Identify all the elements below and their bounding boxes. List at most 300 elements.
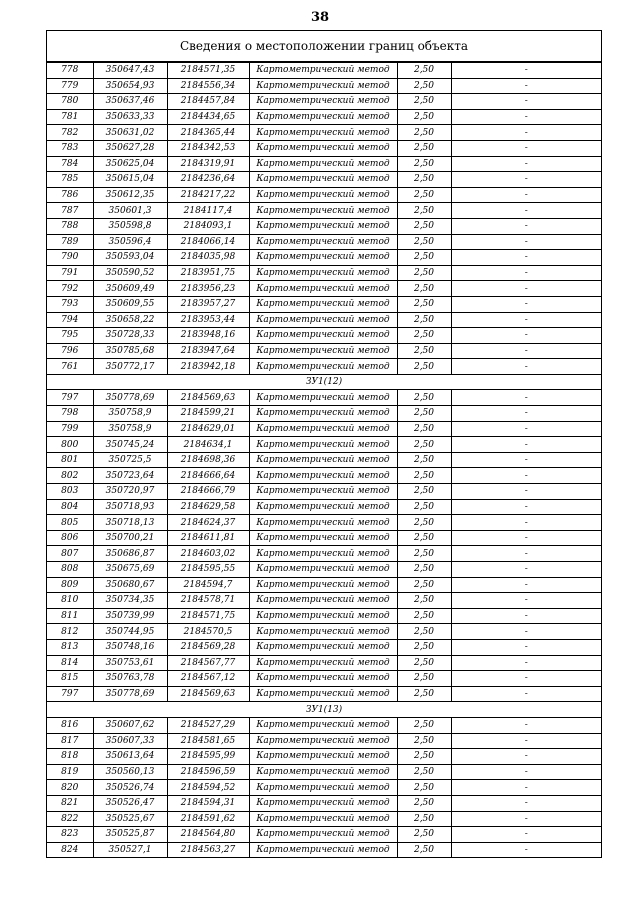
- table-row: [47, 530, 601, 546]
- accuracy-cell: 2,50: [397, 655, 451, 671]
- y-coordinate-cell: 2184666,79: [167, 484, 249, 500]
- x-coordinate-cell: 350631,02: [93, 125, 167, 141]
- point-number-cell: 797: [47, 686, 93, 702]
- point-number-cell: 804: [47, 499, 93, 515]
- method-cell: Картометрический метод: [249, 733, 397, 749]
- accuracy-cell: 2,50: [397, 608, 451, 624]
- table-row: [47, 296, 601, 312]
- description-cell: -: [451, 390, 601, 406]
- x-coordinate-cell: 350637,46: [93, 94, 167, 110]
- method-cell: Картометрический метод: [249, 842, 397, 858]
- method-cell: Картометрический метод: [249, 686, 397, 702]
- table-row: [47, 125, 601, 141]
- method-cell: Картометрический метод: [249, 359, 397, 375]
- y-coordinate-cell: 2184624,37: [167, 515, 249, 531]
- description-cell: -: [451, 452, 601, 468]
- section-row: [47, 374, 601, 390]
- table-row: [47, 250, 601, 266]
- x-coordinate-cell: 350654,93: [93, 78, 167, 94]
- y-coordinate-cell: 2184603,02: [167, 546, 249, 562]
- y-coordinate-cell: 2184569,28: [167, 639, 249, 655]
- accuracy-cell: 2,50: [397, 546, 451, 562]
- description-cell: -: [451, 343, 601, 359]
- y-coordinate-cell: 2184319,91: [167, 156, 249, 172]
- y-coordinate-cell: 2184698,36: [167, 452, 249, 468]
- x-coordinate-cell: 350680,67: [93, 577, 167, 593]
- x-coordinate-cell: 350527,1: [93, 842, 167, 858]
- point-number-cell: 814: [47, 655, 93, 671]
- point-number-cell: 778: [47, 63, 93, 79]
- accuracy-cell: 2,50: [397, 63, 451, 79]
- y-coordinate-cell: 2183957,27: [167, 296, 249, 312]
- point-number-cell: 780: [47, 94, 93, 110]
- accuracy-cell: 2,50: [397, 203, 451, 219]
- x-coordinate-cell: 350613,64: [93, 749, 167, 765]
- table-row: [47, 795, 601, 811]
- accuracy-cell: 2,50: [397, 359, 451, 375]
- table-row: [47, 172, 601, 188]
- description-cell: -: [451, 312, 601, 328]
- table-row: [47, 218, 601, 234]
- description-cell: -: [451, 234, 601, 250]
- table-row: [47, 234, 601, 250]
- x-coordinate-cell: 350700,21: [93, 530, 167, 546]
- description-cell: -: [451, 562, 601, 578]
- y-coordinate-cell: 2184594,52: [167, 780, 249, 796]
- description-cell: -: [451, 764, 601, 780]
- x-coordinate-cell: 350612,35: [93, 187, 167, 203]
- method-cell: Картометрический метод: [249, 608, 397, 624]
- point-number-cell: 816: [47, 717, 93, 733]
- point-number-cell: 792: [47, 281, 93, 297]
- table-row: [47, 764, 601, 780]
- table-row: [47, 749, 601, 765]
- description-cell: -: [451, 624, 601, 640]
- table-row: [47, 390, 601, 406]
- description-cell: -: [451, 281, 601, 297]
- point-number-cell: 786: [47, 187, 93, 203]
- table-row: [47, 639, 601, 655]
- description-cell: -: [451, 78, 601, 94]
- point-number-cell: 820: [47, 780, 93, 796]
- point-number-cell: 790: [47, 250, 93, 266]
- table-row: [47, 671, 601, 687]
- accuracy-cell: 2,50: [397, 842, 451, 858]
- x-coordinate-cell: 350763,78: [93, 671, 167, 687]
- accuracy-cell: 2,50: [397, 78, 451, 94]
- x-coordinate-cell: 350728,33: [93, 328, 167, 344]
- table-row: [47, 811, 601, 827]
- coordinates-table: [47, 62, 601, 858]
- point-number-cell: 822: [47, 811, 93, 827]
- point-number-cell: 823: [47, 827, 93, 843]
- method-cell: Картометрический метод: [249, 109, 397, 125]
- accuracy-cell: 2,50: [397, 218, 451, 234]
- method-cell: Картометрический метод: [249, 172, 397, 188]
- point-number-cell: 817: [47, 733, 93, 749]
- description-cell: -: [451, 359, 601, 375]
- description-cell: -: [451, 811, 601, 827]
- x-coordinate-cell: 350718,13: [93, 515, 167, 531]
- point-number-cell: 802: [47, 468, 93, 484]
- accuracy-cell: 2,50: [397, 686, 451, 702]
- x-coordinate-cell: 350658,22: [93, 312, 167, 328]
- y-coordinate-cell: 2184567,77: [167, 655, 249, 671]
- section-row: [47, 702, 601, 718]
- accuracy-cell: 2,50: [397, 530, 451, 546]
- method-cell: Картометрический метод: [249, 94, 397, 110]
- y-coordinate-cell: 2184569,63: [167, 390, 249, 406]
- point-number-cell: 779: [47, 78, 93, 94]
- point-number-cell: 788: [47, 218, 93, 234]
- description-cell: -: [451, 546, 601, 562]
- point-number-cell: 801: [47, 452, 93, 468]
- x-coordinate-cell: 350526,47: [93, 795, 167, 811]
- accuracy-cell: 2,50: [397, 764, 451, 780]
- x-coordinate-cell: 350615,04: [93, 172, 167, 188]
- method-cell: Картометрический метод: [249, 343, 397, 359]
- method-cell: Картометрический метод: [249, 639, 397, 655]
- method-cell: Картометрический метод: [249, 140, 397, 156]
- table-row: [47, 624, 601, 640]
- table-row: [47, 562, 601, 578]
- y-coordinate-cell: 2184594,31: [167, 795, 249, 811]
- method-cell: Картометрический метод: [249, 484, 397, 500]
- x-coordinate-cell: 350723,64: [93, 468, 167, 484]
- x-coordinate-cell: 350778,69: [93, 390, 167, 406]
- description-cell: -: [451, 172, 601, 188]
- method-cell: Картометрический метод: [249, 624, 397, 640]
- point-number-cell: 807: [47, 546, 93, 562]
- table-row: [47, 593, 601, 609]
- point-number-cell: 810: [47, 593, 93, 609]
- accuracy-cell: 2,50: [397, 468, 451, 484]
- y-coordinate-cell: 2184581,65: [167, 733, 249, 749]
- description-cell: -: [451, 717, 601, 733]
- point-number-cell: 798: [47, 406, 93, 422]
- method-cell: Картометрический метод: [249, 811, 397, 827]
- x-coordinate-cell: 350753,61: [93, 655, 167, 671]
- table-row: [47, 78, 601, 94]
- x-coordinate-cell: 350675,69: [93, 562, 167, 578]
- x-coordinate-cell: 350745,24: [93, 437, 167, 453]
- page-number: 38: [310, 10, 330, 25]
- table-row: [47, 140, 601, 156]
- table-row: [47, 546, 601, 562]
- y-coordinate-cell: 2184571,75: [167, 608, 249, 624]
- method-cell: Картометрический метод: [249, 437, 397, 453]
- point-number-cell: 789: [47, 234, 93, 250]
- table-row: [47, 421, 601, 437]
- method-cell: Картометрический метод: [249, 390, 397, 406]
- point-number-cell: 794: [47, 312, 93, 328]
- point-number-cell: 782: [47, 125, 93, 141]
- table-row: [47, 655, 601, 671]
- x-coordinate-cell: 350609,55: [93, 296, 167, 312]
- table-row: [47, 359, 601, 375]
- point-number-cell: 796: [47, 343, 93, 359]
- y-coordinate-cell: 2184434,65: [167, 109, 249, 125]
- section-label: ЗУ1(13): [47, 702, 601, 718]
- table-row: [47, 499, 601, 515]
- point-number-cell: 761: [47, 359, 93, 375]
- table-row: [47, 156, 601, 172]
- accuracy-cell: 2,50: [397, 593, 451, 609]
- method-cell: Картометрический метод: [249, 421, 397, 437]
- description-cell: -: [451, 109, 601, 125]
- point-number-cell: 808: [47, 562, 93, 578]
- point-number-cell: 793: [47, 296, 93, 312]
- description-cell: -: [451, 125, 601, 141]
- method-cell: Картометрический метод: [249, 328, 397, 344]
- method-cell: Картометрический метод: [249, 234, 397, 250]
- description-cell: -: [451, 515, 601, 531]
- accuracy-cell: 2,50: [397, 234, 451, 250]
- description-cell: -: [451, 468, 601, 484]
- y-coordinate-cell: 2183953,44: [167, 312, 249, 328]
- description-cell: -: [451, 639, 601, 655]
- point-number-cell: 795: [47, 328, 93, 344]
- description-cell: -: [451, 593, 601, 609]
- y-coordinate-cell: 2184217,22: [167, 187, 249, 203]
- accuracy-cell: 2,50: [397, 406, 451, 422]
- description-cell: -: [451, 577, 601, 593]
- method-cell: Картометрический метод: [249, 749, 397, 765]
- accuracy-cell: 2,50: [397, 281, 451, 297]
- x-coordinate-cell: 350772,17: [93, 359, 167, 375]
- point-number-cell: 800: [47, 437, 93, 453]
- description-cell: -: [451, 827, 601, 843]
- description-cell: -: [451, 608, 601, 624]
- x-coordinate-cell: 350598,8: [93, 218, 167, 234]
- table-row: [47, 187, 601, 203]
- x-coordinate-cell: 350601,3: [93, 203, 167, 219]
- y-coordinate-cell: 2183956,23: [167, 281, 249, 297]
- method-cell: Картометрический метод: [249, 250, 397, 266]
- x-coordinate-cell: 350560,13: [93, 764, 167, 780]
- point-number-cell: 809: [47, 577, 93, 593]
- table-row: [47, 842, 601, 858]
- table-title: Сведения о местоположении границ объекта: [47, 31, 601, 62]
- x-coordinate-cell: 350625,04: [93, 156, 167, 172]
- x-coordinate-cell: 350525,67: [93, 811, 167, 827]
- accuracy-cell: 2,50: [397, 390, 451, 406]
- method-cell: Картометрический метод: [249, 780, 397, 796]
- x-coordinate-cell: 350718,93: [93, 499, 167, 515]
- y-coordinate-cell: 2184595,99: [167, 749, 249, 765]
- table-row: [47, 780, 601, 796]
- x-coordinate-cell: 350734,35: [93, 593, 167, 609]
- accuracy-cell: 2,50: [397, 795, 451, 811]
- point-number-cell: 818: [47, 749, 93, 765]
- accuracy-cell: 2,50: [397, 452, 451, 468]
- point-number-cell: 783: [47, 140, 93, 156]
- y-coordinate-cell: 2184634,1: [167, 437, 249, 453]
- method-cell: Картометрический метод: [249, 406, 397, 422]
- table-row: [47, 717, 601, 733]
- accuracy-cell: 2,50: [397, 717, 451, 733]
- point-number-cell: 806: [47, 530, 93, 546]
- method-cell: Картометрический метод: [249, 63, 397, 79]
- point-number-cell: 797: [47, 390, 93, 406]
- description-cell: -: [451, 94, 601, 110]
- accuracy-cell: 2,50: [397, 780, 451, 796]
- y-coordinate-cell: 2184570,5: [167, 624, 249, 640]
- description-cell: -: [451, 328, 601, 344]
- y-coordinate-cell: 2184591,62: [167, 811, 249, 827]
- accuracy-cell: 2,50: [397, 125, 451, 141]
- x-coordinate-cell: 350609,49: [93, 281, 167, 297]
- y-coordinate-cell: 2184236,64: [167, 172, 249, 188]
- table-row: [47, 109, 601, 125]
- y-coordinate-cell: 2184365,44: [167, 125, 249, 141]
- description-cell: -: [451, 156, 601, 172]
- accuracy-cell: 2,50: [397, 562, 451, 578]
- description-cell: -: [451, 530, 601, 546]
- accuracy-cell: 2,50: [397, 515, 451, 531]
- y-coordinate-cell: 2183947,64: [167, 343, 249, 359]
- point-number-cell: 791: [47, 265, 93, 281]
- section-label: ЗУ1(12): [47, 374, 601, 390]
- description-cell: -: [451, 671, 601, 687]
- point-number-cell: 815: [47, 671, 93, 687]
- table-row: [47, 265, 601, 281]
- y-coordinate-cell: 2184569,63: [167, 686, 249, 702]
- method-cell: Картометрический метод: [249, 265, 397, 281]
- y-coordinate-cell: 2184666,64: [167, 468, 249, 484]
- table-row: [47, 686, 601, 702]
- y-coordinate-cell: 2184567,12: [167, 671, 249, 687]
- description-cell: -: [451, 749, 601, 765]
- description-cell: -: [451, 406, 601, 422]
- x-coordinate-cell: 350607,33: [93, 733, 167, 749]
- method-cell: Картометрический метод: [249, 78, 397, 94]
- method-cell: Картометрический метод: [249, 655, 397, 671]
- table-row: [47, 312, 601, 328]
- point-number-cell: 799: [47, 421, 93, 437]
- table-row: [47, 281, 601, 297]
- y-coordinate-cell: 2184599,21: [167, 406, 249, 422]
- method-cell: Картометрический метод: [249, 499, 397, 515]
- description-cell: -: [451, 795, 601, 811]
- method-cell: Картометрический метод: [249, 671, 397, 687]
- point-number-cell: 785: [47, 172, 93, 188]
- description-cell: -: [451, 421, 601, 437]
- y-coordinate-cell: 2184556,34: [167, 78, 249, 94]
- x-coordinate-cell: 350526,74: [93, 780, 167, 796]
- method-cell: Картометрический метод: [249, 156, 397, 172]
- table-row: [47, 468, 601, 484]
- accuracy-cell: 2,50: [397, 109, 451, 125]
- x-coordinate-cell: 350785,68: [93, 343, 167, 359]
- point-number-cell: 784: [47, 156, 93, 172]
- table-row: [47, 577, 601, 593]
- method-cell: Картометрический метод: [249, 593, 397, 609]
- method-cell: Картометрический метод: [249, 452, 397, 468]
- accuracy-cell: 2,50: [397, 437, 451, 453]
- description-cell: -: [451, 842, 601, 858]
- y-coordinate-cell: 2184527,29: [167, 717, 249, 733]
- y-coordinate-cell: 2184611,81: [167, 530, 249, 546]
- description-cell: -: [451, 733, 601, 749]
- table-row: [47, 484, 601, 500]
- description-cell: -: [451, 218, 601, 234]
- x-coordinate-cell: 350590,52: [93, 265, 167, 281]
- y-coordinate-cell: 2183951,75: [167, 265, 249, 281]
- x-coordinate-cell: 350748,16: [93, 639, 167, 655]
- point-number-cell: 803: [47, 484, 93, 500]
- y-coordinate-cell: 2184117,4: [167, 203, 249, 219]
- method-cell: Картометрический метод: [249, 795, 397, 811]
- accuracy-cell: 2,50: [397, 624, 451, 640]
- y-coordinate-cell: 2183942,18: [167, 359, 249, 375]
- accuracy-cell: 2,50: [397, 827, 451, 843]
- description-cell: -: [451, 250, 601, 266]
- method-cell: Картометрический метод: [249, 218, 397, 234]
- accuracy-cell: 2,50: [397, 484, 451, 500]
- point-number-cell: 787: [47, 203, 93, 219]
- method-cell: Картометрический метод: [249, 125, 397, 141]
- coordinates-table-body: [47, 63, 601, 858]
- x-coordinate-cell: 350725,5: [93, 452, 167, 468]
- y-coordinate-cell: 2184457,84: [167, 94, 249, 110]
- method-cell: Картометрический метод: [249, 546, 397, 562]
- x-coordinate-cell: 350758,9: [93, 406, 167, 422]
- x-coordinate-cell: 350739,99: [93, 608, 167, 624]
- accuracy-cell: 2,50: [397, 749, 451, 765]
- method-cell: Картометрический метод: [249, 562, 397, 578]
- point-number-cell: 812: [47, 624, 93, 640]
- method-cell: Картометрический метод: [249, 281, 397, 297]
- table-row: [47, 343, 601, 359]
- table-row: [47, 94, 601, 110]
- x-coordinate-cell: 350607,62: [93, 717, 167, 733]
- y-coordinate-cell: 2184596,59: [167, 764, 249, 780]
- y-coordinate-cell: 2184093,1: [167, 218, 249, 234]
- x-coordinate-cell: 350720,97: [93, 484, 167, 500]
- y-coordinate-cell: 2184629,58: [167, 499, 249, 515]
- description-cell: -: [451, 686, 601, 702]
- y-coordinate-cell: 2184066,14: [167, 234, 249, 250]
- accuracy-cell: 2,50: [397, 343, 451, 359]
- y-coordinate-cell: 2184594,7: [167, 577, 249, 593]
- method-cell: Картометрический метод: [249, 577, 397, 593]
- accuracy-cell: 2,50: [397, 577, 451, 593]
- accuracy-cell: 2,50: [397, 328, 451, 344]
- method-cell: Картометрический метод: [249, 530, 397, 546]
- method-cell: Картометрический метод: [249, 468, 397, 484]
- table-row: [47, 328, 601, 344]
- y-coordinate-cell: 2184035,98: [167, 250, 249, 266]
- x-coordinate-cell: 350593,04: [93, 250, 167, 266]
- table-row: [47, 515, 601, 531]
- accuracy-cell: 2,50: [397, 499, 451, 515]
- table-row: [47, 608, 601, 624]
- y-coordinate-cell: 2184595,55: [167, 562, 249, 578]
- table-row: [47, 437, 601, 453]
- y-coordinate-cell: 2184578,71: [167, 593, 249, 609]
- x-coordinate-cell: 350525,87: [93, 827, 167, 843]
- accuracy-cell: 2,50: [397, 312, 451, 328]
- point-number-cell: 824: [47, 842, 93, 858]
- table-row: [47, 733, 601, 749]
- description-cell: -: [451, 63, 601, 79]
- point-number-cell: 813: [47, 639, 93, 655]
- y-coordinate-cell: 2184629,01: [167, 421, 249, 437]
- point-number-cell: 805: [47, 515, 93, 531]
- accuracy-cell: 2,50: [397, 250, 451, 266]
- method-cell: Картометрический метод: [249, 717, 397, 733]
